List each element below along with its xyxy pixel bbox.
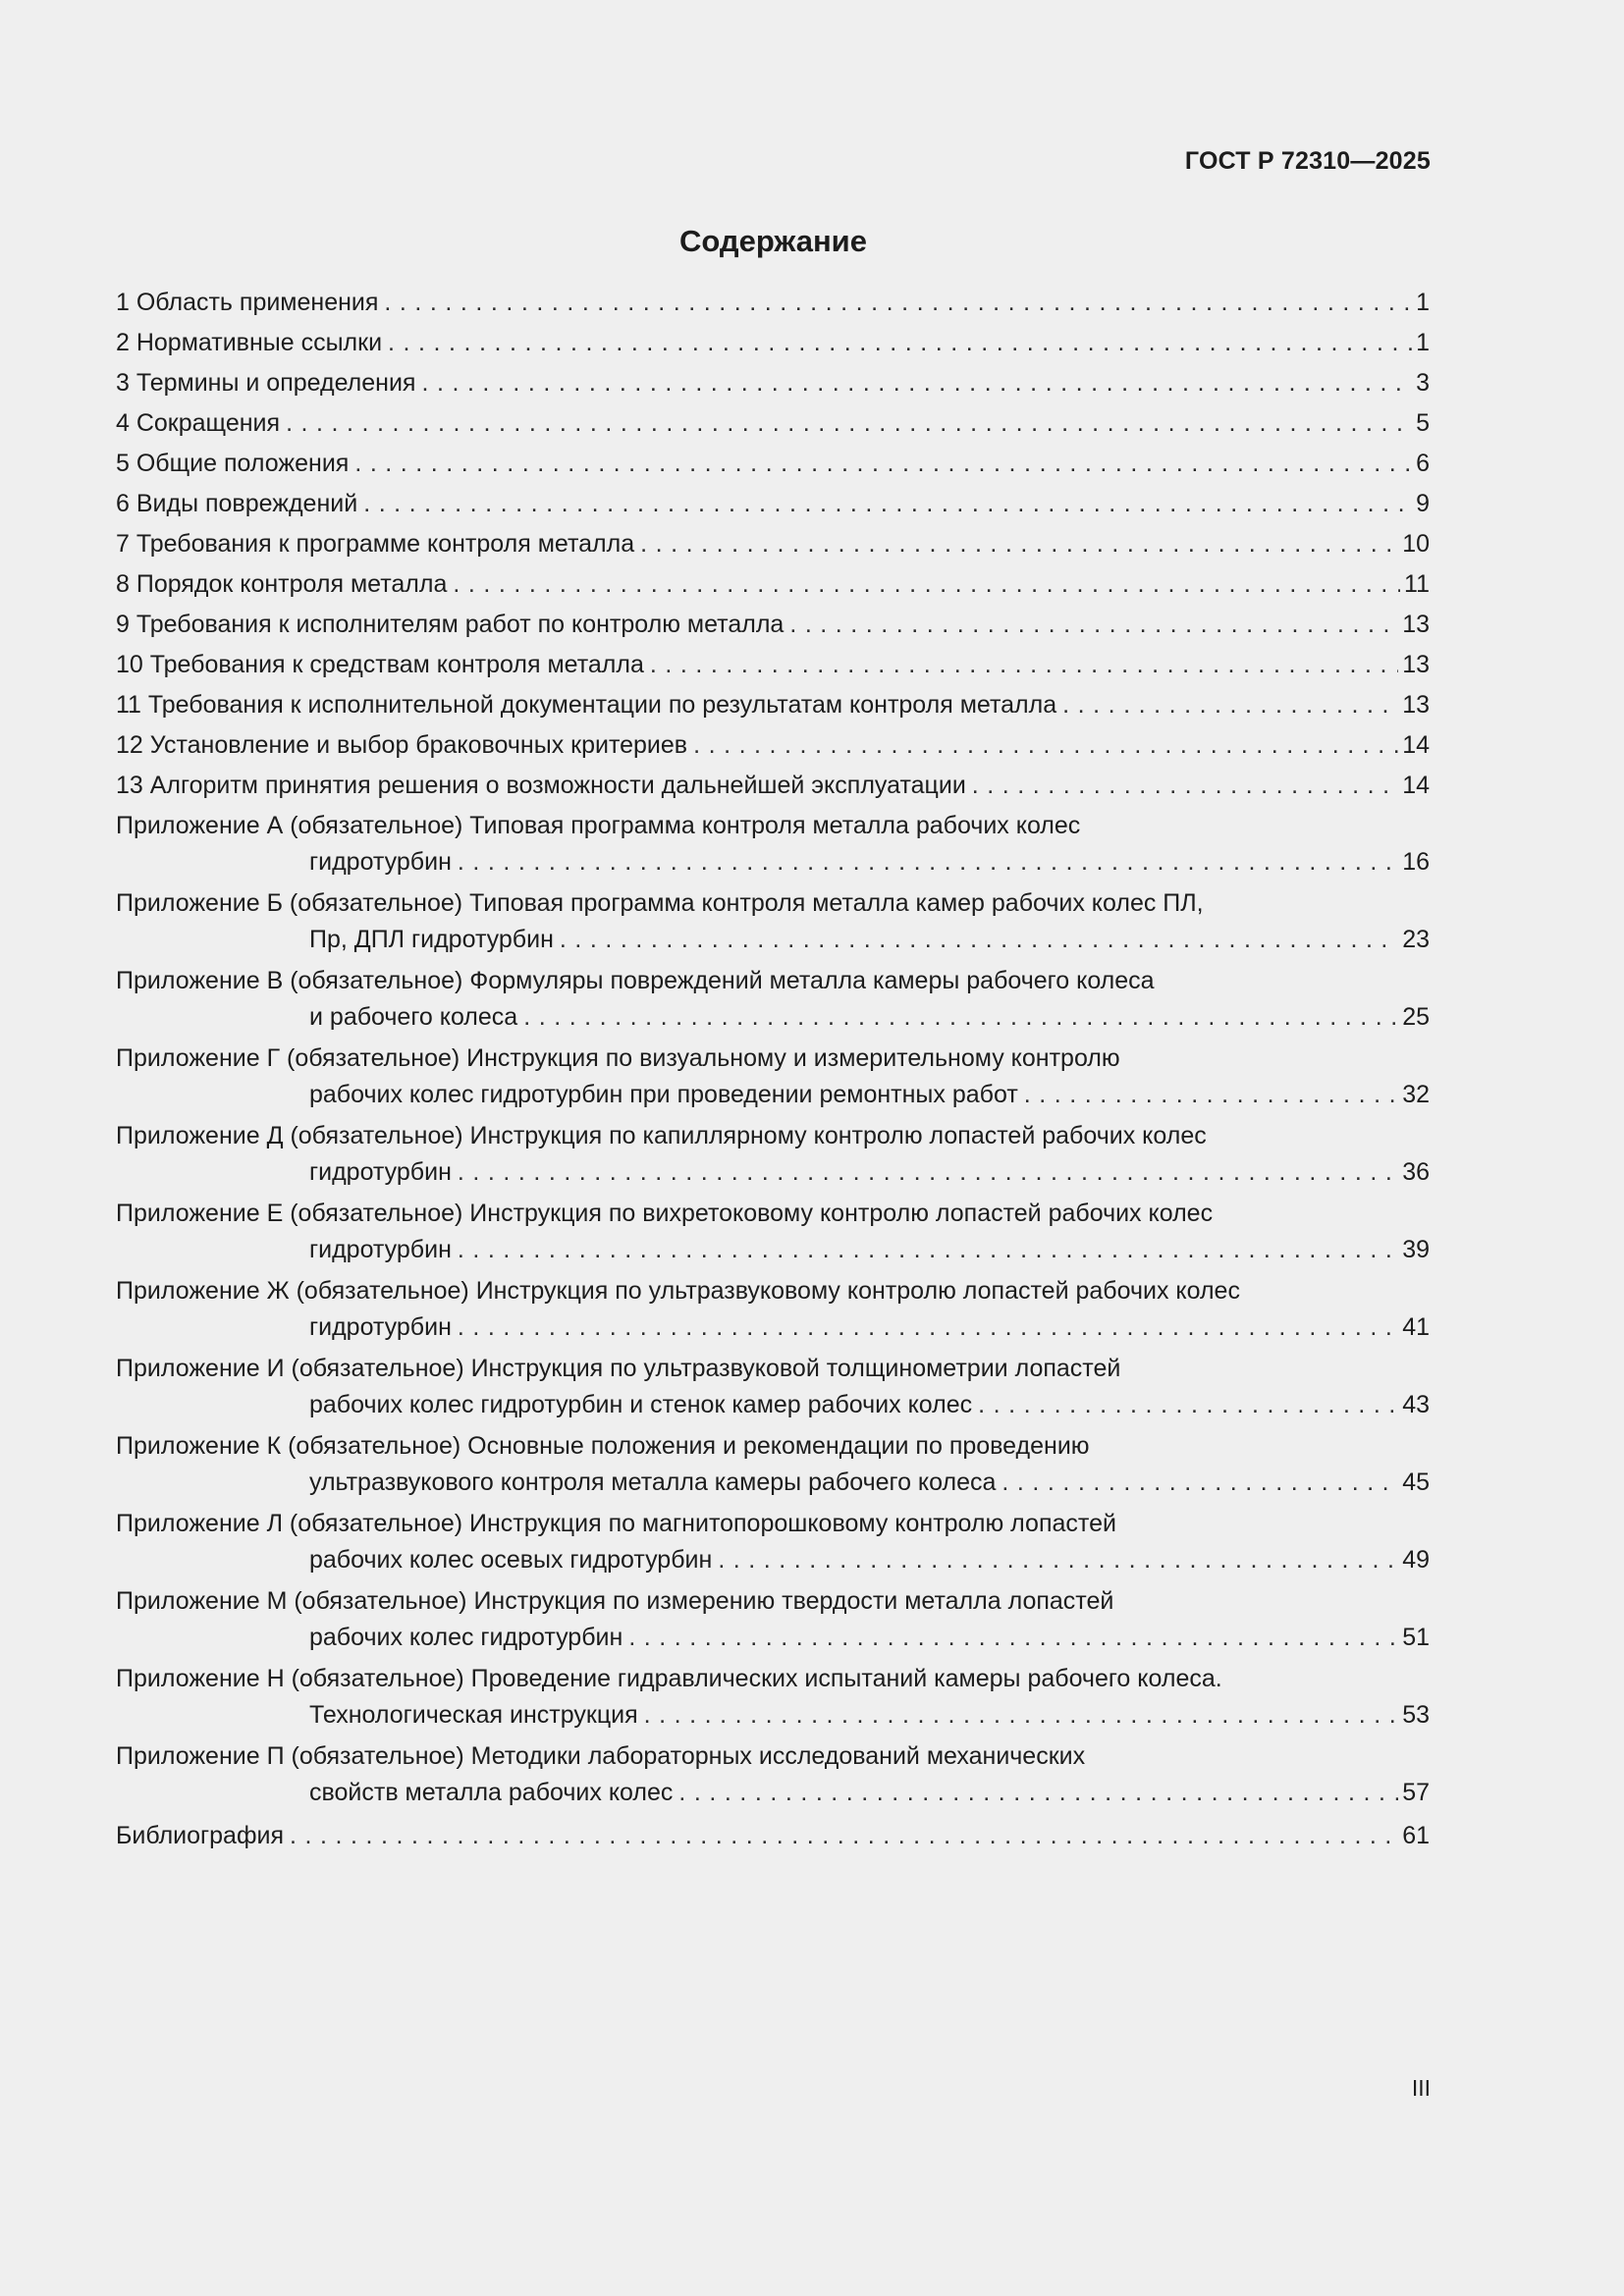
toc-entry-title: 11 Требования к исполнительной документации по результатам контроля металла bbox=[116, 691, 1057, 719]
appendix-title-line1: Приложение Б (обязательное) Типовая программа контроля металла камер рабочих колес ПЛ, bbox=[116, 889, 1204, 917]
toc-entry-page: 16 bbox=[1402, 848, 1430, 876]
toc-entry-page: 23 bbox=[1402, 926, 1430, 953]
toc-entry-page: 53 bbox=[1402, 1701, 1430, 1729]
toc-entry-page: 1 bbox=[1416, 329, 1430, 356]
toc-entry-title: 1 Область применения bbox=[116, 289, 379, 316]
toc-entry-page: 3 bbox=[1416, 369, 1430, 397]
appendix-title-line2: свойств металла рабочих колес bbox=[309, 1779, 674, 1806]
toc-entry-page: 10 bbox=[1402, 530, 1430, 558]
appendix-title-line1: Приложение В (обязательное) Формуляры повреждений металла камеры рабочего колеса bbox=[116, 967, 1155, 994]
toc-appendix-entry[interactable] bbox=[116, 1509, 1430, 1581]
toc-entry[interactable] bbox=[116, 645, 1430, 685]
toc-entry-page: 6 bbox=[1416, 450, 1430, 477]
dot-leader bbox=[458, 1306, 1398, 1349]
toc-entry[interactable] bbox=[116, 403, 1430, 444]
toc-entry-page: 1 bbox=[1416, 289, 1430, 316]
toc-entry-page: 13 bbox=[1402, 651, 1430, 678]
toc-entry-title: 8 Порядок контроля металла bbox=[116, 570, 448, 598]
dot-leader bbox=[693, 725, 1398, 766]
toc-entry-page: 25 bbox=[1402, 1003, 1430, 1031]
toc-entry-page: 11 bbox=[1404, 570, 1430, 598]
table-of-contents bbox=[116, 283, 1430, 1856]
toc-entry-page: 51 bbox=[1402, 1624, 1430, 1651]
toc-appendix-entry[interactable] bbox=[116, 1199, 1430, 1271]
dot-leader bbox=[453, 564, 1400, 605]
toc-entry-page: 39 bbox=[1402, 1236, 1430, 1263]
appendix-title-line2: рабочих колес гидротурбин и стенок камер рабочих колес bbox=[309, 1391, 973, 1418]
toc-entry[interactable] bbox=[116, 283, 1430, 323]
dot-leader bbox=[718, 1538, 1398, 1581]
dot-leader bbox=[560, 918, 1398, 961]
appendix-title-line1: Приложение Г (обязательное) Инструкция по визуальному и измерительному контролю bbox=[116, 1044, 1120, 1072]
appendix-title-line2: рабочих колес гидротурбин при проведении ремонтных работ bbox=[309, 1081, 1018, 1108]
dot-leader bbox=[388, 323, 1412, 363]
dot-leader bbox=[458, 840, 1398, 883]
toc-appendix-entry[interactable] bbox=[116, 1043, 1430, 1116]
toc-entry[interactable] bbox=[116, 323, 1430, 363]
toc-entry[interactable] bbox=[116, 605, 1430, 645]
toc-entry-page: 9 bbox=[1416, 490, 1430, 517]
toc-entry-page: 5 bbox=[1416, 409, 1430, 437]
toc-entry-page: 14 bbox=[1402, 731, 1430, 759]
toc-entry[interactable] bbox=[116, 363, 1430, 403]
page-number: III bbox=[1411, 2075, 1431, 2101]
dot-leader bbox=[628, 1616, 1398, 1659]
appendix-title-line1: Приложение Н (обязательное) Проведение гидравлических испытаний камеры рабочего колеса. bbox=[116, 1665, 1222, 1692]
toc-appendix-entry[interactable] bbox=[116, 1664, 1430, 1736]
toc-entry-page: 61 bbox=[1402, 1822, 1430, 1849]
toc-entry-title: Библиография bbox=[116, 1822, 285, 1849]
toc-entry-page: 13 bbox=[1402, 611, 1430, 638]
toc-entry-title: 9 Требования к исполнителям работ по контролю металла bbox=[116, 611, 785, 638]
appendix-title-line1: Приложение К (обязательное) Основные положения и рекомендации по проведению bbox=[116, 1432, 1090, 1460]
toc-appendix-entry[interactable] bbox=[116, 1121, 1430, 1194]
appendix-title-line2: гидротурбин bbox=[309, 1158, 452, 1186]
toc-appendix-entry[interactable] bbox=[116, 888, 1430, 961]
appendix-title-line2: Технологическая инструкция bbox=[309, 1701, 638, 1729]
dot-leader bbox=[384, 283, 1412, 323]
appendix-title-line2: рабочих колес осевых гидротурбин bbox=[309, 1546, 713, 1574]
toc-bibliography-entry[interactable] bbox=[116, 1816, 1430, 1856]
toc-appendix-entry[interactable] bbox=[116, 811, 1430, 883]
toc-appendix-entry[interactable] bbox=[116, 1431, 1430, 1504]
dot-leader bbox=[1062, 685, 1398, 725]
appendix-title-line2: и рабочего колеса bbox=[309, 1003, 518, 1031]
toc-entry-page: 43 bbox=[1402, 1391, 1430, 1418]
appendix-title-line2: рабочих колес гидротурбин bbox=[309, 1624, 623, 1651]
dot-leader bbox=[354, 444, 1412, 484]
dot-leader bbox=[458, 1228, 1398, 1271]
appendix-title-line1: Приложение Д (обязательное) Инструкция по капиллярному контролю лопастей рабочих колес bbox=[116, 1122, 1207, 1149]
document-code: ГОСТ Р 72310—2025 bbox=[1184, 147, 1431, 175]
appendix-title-line1: Приложение М (обязательное) Инструкция по измерению твердости металла лопастей bbox=[116, 1587, 1114, 1615]
toc-entry-page: 14 bbox=[1402, 772, 1430, 799]
toc-entry-page: 32 bbox=[1402, 1081, 1430, 1108]
toc-entry-title: 3 Термины и определения bbox=[116, 369, 416, 397]
toc-entry-title: 13 Алгоритм принятия решения о возможности дальнейшей эксплуатации bbox=[116, 772, 966, 799]
appendix-title-line1: Приложение Е (обязательное) Инструкция по вихретоковому контролю лопастей рабочих колес bbox=[116, 1200, 1214, 1227]
dot-leader bbox=[458, 1150, 1398, 1194]
toc-appendix-entry[interactable] bbox=[116, 1741, 1430, 1814]
toc-entry-title: 4 Сокращения bbox=[116, 409, 281, 437]
toc-entry-title: 10 Требования к средствам контроля металла bbox=[116, 651, 644, 678]
toc-entry-title: 7 Требования к программе контроля металла bbox=[116, 530, 635, 558]
toc-title: Содержание bbox=[679, 224, 867, 258]
dot-leader bbox=[678, 1771, 1398, 1814]
toc-entry-title: 5 Общие положения bbox=[116, 450, 350, 477]
toc-entry-page: 36 bbox=[1402, 1158, 1430, 1186]
toc-entry-title: 6 Виды повреждений bbox=[116, 490, 358, 517]
toc-entry[interactable] bbox=[116, 564, 1430, 605]
toc-entry[interactable] bbox=[116, 725, 1430, 766]
dot-leader bbox=[640, 524, 1398, 564]
appendix-title-line2: гидротурбин bbox=[309, 848, 452, 876]
toc-entry-page: 57 bbox=[1402, 1779, 1430, 1806]
toc-appendix-entry[interactable] bbox=[116, 1586, 1430, 1659]
appendix-title-line1: Приложение И (обязательное) Инструкция по ультразвуковой толщинометрии лопастей bbox=[116, 1355, 1121, 1382]
appendix-title-line1: Приложение П (обязательное) Методики лабораторных исследований механических bbox=[116, 1742, 1086, 1770]
dot-leader bbox=[972, 766, 1398, 806]
dot-leader bbox=[644, 1693, 1399, 1736]
toc-entry[interactable] bbox=[116, 766, 1430, 806]
dot-leader bbox=[363, 484, 1412, 524]
toc-entry[interactable] bbox=[116, 685, 1430, 725]
toc-entry[interactable] bbox=[116, 484, 1430, 524]
appendix-title-line1: Приложение Ж (обязательное) Инструкция по ультразвуковому контролю лопастей рабочих колес bbox=[116, 1277, 1240, 1305]
appendix-title-line1: Приложение А (обязательное) Типовая программа контроля металла рабочих колес bbox=[116, 812, 1081, 839]
appendix-title-line2: гидротурбин bbox=[309, 1236, 452, 1263]
dot-leader bbox=[650, 645, 1398, 685]
toc-entry-page: 45 bbox=[1402, 1468, 1430, 1496]
toc-entry[interactable] bbox=[116, 524, 1430, 564]
dot-leader bbox=[1024, 1073, 1398, 1116]
toc-entry-page: 13 bbox=[1402, 691, 1430, 719]
dot-leader bbox=[421, 363, 1412, 403]
appendix-title-line2: Пр, ДПЛ гидротурбин bbox=[309, 926, 554, 953]
appendix-title-line1: Приложение Л (обязательное) Инструкция по магнитопорошковому контролю лопастей bbox=[116, 1510, 1116, 1537]
dot-leader bbox=[1001, 1461, 1398, 1504]
dot-leader bbox=[286, 403, 1412, 444]
toc-entry-page: 49 bbox=[1402, 1546, 1430, 1574]
toc-entry-page: 41 bbox=[1402, 1313, 1430, 1341]
appendix-title-line2: гидротурбин bbox=[309, 1313, 452, 1341]
dot-leader bbox=[978, 1383, 1398, 1426]
toc-entry-title: 12 Установление и выбор браковочных критериев bbox=[116, 731, 688, 759]
dot-leader bbox=[523, 995, 1398, 1039]
dot-leader bbox=[290, 1816, 1398, 1856]
dot-leader bbox=[789, 605, 1398, 645]
toc-entry[interactable] bbox=[116, 444, 1430, 484]
toc-appendix-entry[interactable] bbox=[116, 1354, 1430, 1426]
toc-appendix-entry[interactable] bbox=[116, 966, 1430, 1039]
toc-appendix-entry[interactable] bbox=[116, 1276, 1430, 1349]
appendix-title-line2: ультразвукового контроля металла камеры рабочего колеса bbox=[309, 1468, 997, 1496]
toc-entry-title: 2 Нормативные ссылки bbox=[116, 329, 383, 356]
